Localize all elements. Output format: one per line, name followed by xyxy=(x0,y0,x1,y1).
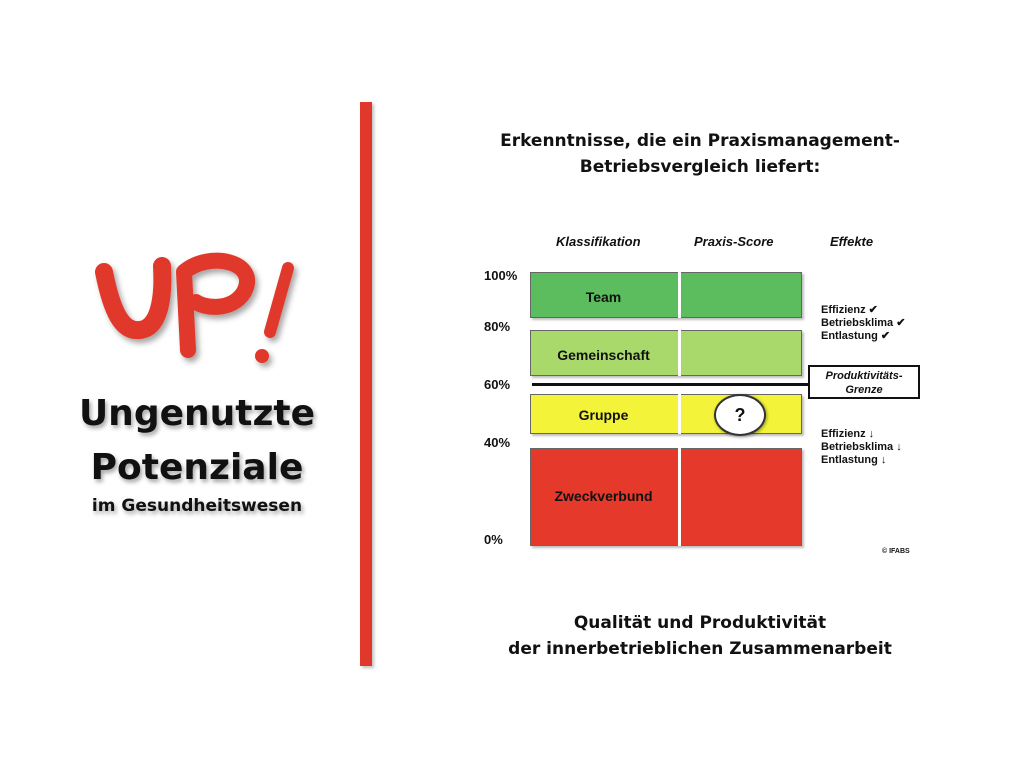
productivity-limit-label xyxy=(808,365,920,399)
slide-subtitle: im Gesundheitswesen xyxy=(91,496,303,516)
percent-label-60: 60% xyxy=(484,377,511,392)
band-divider xyxy=(678,448,681,546)
band-divider xyxy=(678,330,681,376)
percent-label-80: 80% xyxy=(484,319,511,334)
divider-bar xyxy=(360,102,372,666)
column-head-classification: Klassifikation xyxy=(556,234,641,249)
effect-item: Effizienz ✔ xyxy=(821,304,878,316)
column-head-effects: Effekte xyxy=(830,234,874,249)
band-label-gruppe: Gruppe xyxy=(578,407,629,423)
heading-bottom-line2: der innerbetrieblichen Zusammenarbeit xyxy=(508,639,892,659)
band-label-zweckverbund: Zweckverbund xyxy=(554,488,653,504)
column-head-score: Praxis-Score xyxy=(694,234,774,249)
effects-positive xyxy=(821,304,905,343)
effect-item: Betriebsklima ↓ xyxy=(821,441,902,453)
band-divider xyxy=(678,272,681,318)
effects-negative xyxy=(821,428,902,467)
heading-top-line1: Erkenntnisse, die ein Praxismanagement- xyxy=(500,131,900,151)
effect-item: Entlastung ✔ xyxy=(821,330,891,342)
effect-item: Entlastung ↓ xyxy=(821,454,887,466)
classification-diagram xyxy=(478,222,928,562)
band-divider xyxy=(678,394,681,434)
limit-label-line2: Grenze xyxy=(845,384,883,396)
productivity-limit-line xyxy=(532,383,808,386)
effect-item: Effizienz ↓ xyxy=(821,428,875,440)
heading-top-line2: Betriebsvergleich liefert: xyxy=(579,157,821,177)
percent-label-0: 0% xyxy=(484,532,503,547)
slide-title-line2: Potenziale xyxy=(90,447,304,488)
effect-item: Betriebsklima ✔ xyxy=(821,317,906,329)
score-question-marker: ? xyxy=(714,394,766,436)
limit-label-line1: Produktivitäts- xyxy=(825,370,903,382)
up-logo-icon xyxy=(92,232,302,372)
percent-label-40: 40% xyxy=(484,435,511,450)
slide-title-line1: Ungenutzte xyxy=(78,393,316,434)
heading-top xyxy=(450,128,950,180)
heading-bottom-line1: Qualität und Produktivität xyxy=(573,613,827,633)
band-label-team: Team xyxy=(585,289,622,305)
percent-label-100: 100% xyxy=(484,268,518,283)
copyright-note: © IFABS xyxy=(882,548,910,555)
heading-bottom xyxy=(450,610,950,662)
band-label-gemeinschaft: Gemeinschaft xyxy=(557,347,650,363)
